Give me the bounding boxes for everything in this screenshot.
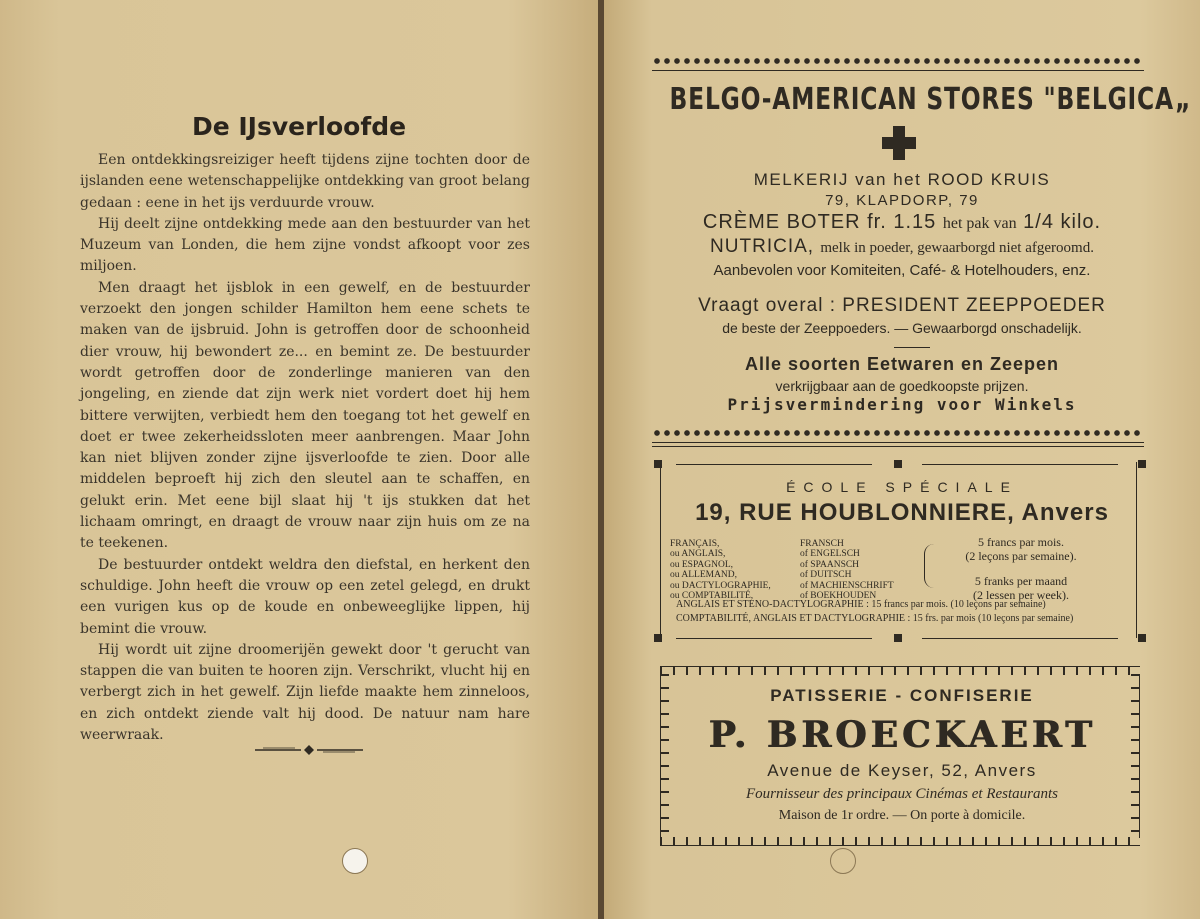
story-title: De IJsverloofde	[191, 112, 407, 141]
rule	[676, 638, 872, 639]
lang-item: of BOEKHOUDEN	[800, 591, 877, 602]
verkrijgbaar-line: verkrijgbaar aan de goedkoopste prijzen.	[775, 378, 1029, 394]
dot-border	[652, 56, 1144, 66]
rule	[652, 446, 1144, 447]
belgo-address: 79, KLAPDORP, 79	[825, 192, 979, 209]
lang-item: FRANSCH	[800, 539, 844, 549]
nutricia-name: NUTRICIA,	[710, 236, 815, 257]
story-body	[80, 150, 530, 746]
rule	[652, 442, 1144, 443]
price-line: 5 franks per maand	[974, 574, 1068, 588]
price-line: 5 francs par mois.	[978, 535, 1064, 549]
lang-item: ou ANGLAIS,	[670, 549, 726, 560]
center-ornament	[894, 460, 902, 468]
lang-item: ou ESPAGNOL,	[670, 559, 733, 570]
dash-divider	[894, 347, 930, 348]
patisserie-title: PATISSERIE - CONFISERIE	[770, 686, 1034, 705]
corner-square	[1138, 634, 1146, 642]
corner-square	[1138, 460, 1146, 468]
lang-item: of DUITSCH	[800, 570, 852, 581]
left-page	[0, 0, 598, 919]
vraagt-line: Vraagt overal : PRESIDENT ZEEPPOEDER	[698, 295, 1106, 316]
ecole-address: 19, RUE HOUBLONNIERE, Anvers	[695, 499, 1109, 526]
rule	[676, 464, 872, 465]
punch-hole	[342, 848, 368, 874]
languages-nl	[800, 539, 894, 601]
dot-border	[652, 428, 1144, 438]
lang-item: of MACHIENSCHRIFT	[800, 580, 894, 591]
nutricia-desc: melk in poeder, gewaarborgd niet afgeroomd.	[820, 240, 1094, 256]
belgo-heading: BELGO-AMERICAN STORES "BELGICA„	[669, 82, 1192, 117]
ecole-title: ÉCOLE SPÉCIALE	[786, 479, 1018, 495]
story-paragraph: Hij wordt uit zijne droomerijën gewekt door 't gerucht van stappen die van buiten te hooren zijn. Verschrikt, vlucht hij en verbergt zich in het gewelf. Zijn liefde maakte hem zinneloos, en zich ontdekt ziende valt hij dood. De natuur nam hare weerwraak.	[80, 641, 530, 744]
ecole-prices	[946, 536, 1096, 602]
ornament-divider	[255, 744, 363, 756]
prijsvermindering-line: Prijsvermindering voor Winkels	[727, 395, 1077, 414]
aanbevolen-line: Aanbevolen voor Komiteiten, Café- & Hotelhouders, enz.	[713, 262, 1091, 279]
creme-text: CRÈME BOTER fr. 1.15	[702, 211, 937, 233]
red-cross-icon	[882, 126, 916, 160]
alle-line: Alle soorten Eetwaren en Zeepen	[744, 354, 1060, 374]
story-paragraph: Men draagt het ijsblok in een gewelf, en de bestuurder verzoekt den jongen schilder Hamilton hem eene schets te maken van de ijsbruid. John is getroffen door de schoonheid dier vrouw, hij bewondert ze... en bemint ze. De bestuurder wordt getroffen door de zonderlinge manieren van den jongeling, en ziende dat zijn werk niet vordert doet hij hem bittere verwijten, verbiedt hem den toegang tot het gewelf en doet er twee zekerheidssloten meer aanbrengen. Maar John kan niet blijven zonder zijne ijsverloofde te zien. Door alle middelen beproeft hij zich den sleutel aan te schaffen, en gelukt erin. Met eene bijl slaat hij 't ijs stukken dat het lichaam omringt, en draagt de vrouw naar zijn huis om ze na te teekenen.	[80, 279, 530, 552]
melkerij-line: MELKERIJ van het ROOD KRUIS	[753, 170, 1051, 189]
patisserie-address: Avenue de Keyser, 52, Anvers	[767, 761, 1037, 780]
ecole-extra-line: ANGLAIS ET STENO-DACTYLOGRAPHIE : 15 francs par mois. (10 leçons par semaine)	[676, 599, 1046, 610]
beste-line: de beste der Zeeppoeders. — Gewaarborgd onschadelijk.	[722, 320, 1082, 336]
center-ornament	[894, 634, 902, 642]
lang-item: of SPAANSCH	[800, 559, 860, 570]
price-line: (2 lessen per week).	[973, 587, 1069, 602]
ecole-extra-line: COMPTABILITÉ, ANGLAIS ET DACTYLOGRAPHIE : 15 frs. par mois (10 leçons par semaine)	[676, 613, 1074, 624]
languages-fr	[670, 539, 771, 601]
rule	[922, 638, 1118, 639]
story-paragraph: De bestuurder ontdekt weldra den diefstal, en herkent den schuldige. John heeft die vrouw op een zetel gelegd, en drukt een vurigen kus op de koude en onbeweeglijke lippen, hij bemint die vrouw.	[80, 556, 530, 637]
right-page	[604, 0, 1200, 919]
price-line: (2 leçons par semaine).	[965, 548, 1077, 563]
rule	[922, 464, 1118, 465]
rule	[652, 70, 1144, 71]
maison-line: Maison de 1r ordre. — On porte à domicile.	[778, 808, 1026, 823]
brace	[924, 544, 935, 588]
nutricia-line	[604, 236, 1200, 258]
lang-item: ou DACTYLOGRAPHIE,	[670, 580, 771, 591]
lang-item: ou ALLEMAND,	[670, 570, 738, 581]
creme-line	[604, 211, 1200, 234]
broeckaert-name: P. BROECKAERT	[708, 714, 1096, 756]
ecole-extra	[676, 598, 1073, 626]
creme-amount: 1/4 kilo.	[1023, 211, 1102, 233]
punch-hole	[830, 848, 856, 874]
lang-item: FRANÇAIS,	[670, 539, 720, 549]
lang-item: of ENGELSCH	[800, 549, 860, 560]
creme-unit: het pak van	[942, 215, 1017, 232]
story-paragraph: Een ontdekkingsreiziger heeft tijdens zijne tochten door de ijslanden eene wetenschappelijke ontdekking van groot belang gedaan : eene in het ijs verduurde vrouw.	[80, 152, 530, 211]
fournisseur-line: Fournisseur des principaux Cinémas et Restaurants	[745, 786, 1059, 802]
lang-item: ou COMPTABILITÉ,	[670, 591, 754, 602]
corner-square	[654, 634, 662, 642]
story-paragraph: Hij deelt zijne ontdekking mede aan den bestuurder van het Muzeum van Londen, die hem zijne vondst afkoopt voor zes miljoen.	[80, 215, 530, 275]
